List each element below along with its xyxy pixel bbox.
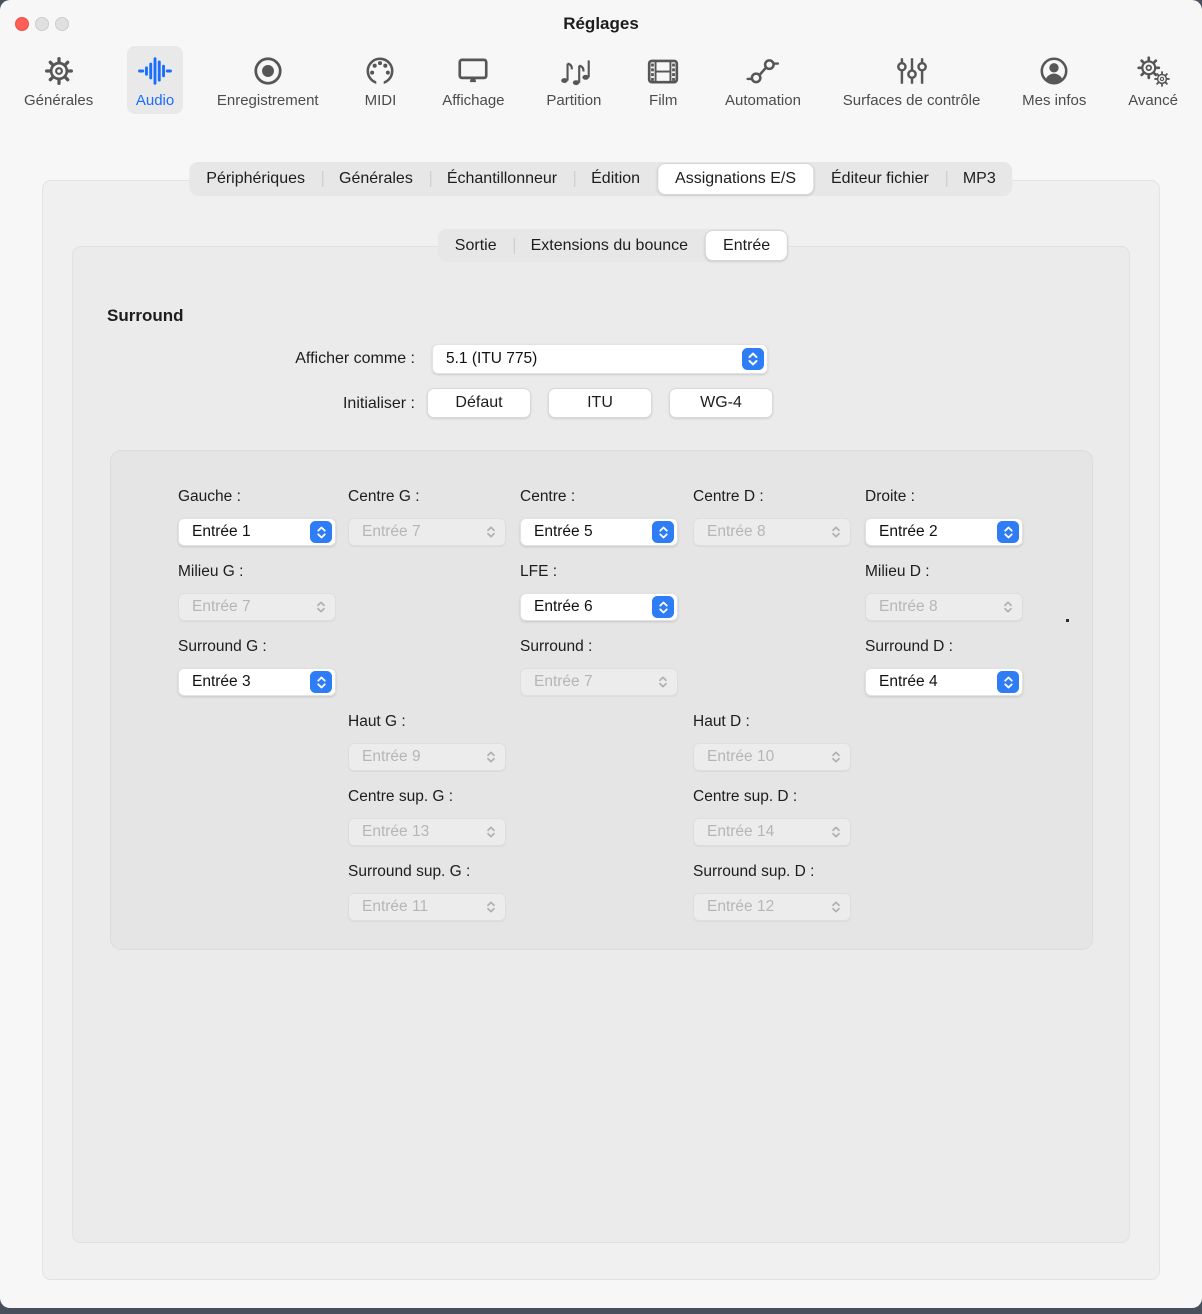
display-as-select[interactable] — [432, 344, 768, 374]
toolbar-item-partition[interactable] — [538, 46, 609, 114]
audio-tabs — [189, 162, 1012, 196]
subtab-sortie[interactable]: Sortie — [454, 236, 497, 254]
channel-select-centre-sup-d — [693, 818, 851, 846]
tab-g-n-rales[interactable]: Générales — [322, 162, 430, 196]
channel-select-value: Entrée 7 — [534, 673, 593, 690]
channel-select-value: Entrée 8 — [879, 598, 938, 615]
channel-select-surround-d[interactable] — [865, 668, 1023, 696]
chevron-up-down-icon — [652, 521, 674, 543]
display-as-value: 5.1 (ITU 775) — [446, 350, 538, 367]
channel-select-value: Entrée 9 — [362, 748, 421, 765]
channel-select-value: Entrée 2 — [879, 523, 938, 540]
channel-label-haut-d: Haut D : — [693, 713, 750, 730]
initialize-label: Initialiser : — [342, 395, 415, 412]
toolbar-item-audio[interactable] — [127, 46, 183, 114]
channel-select-value: Entrée 12 — [707, 898, 775, 915]
channel-select-centre-g — [348, 518, 506, 546]
channel-select-surround — [520, 668, 678, 696]
toolbar-item-affichage[interactable] — [434, 46, 512, 114]
toolbar-item-automation[interactable] — [717, 46, 809, 114]
toolbar-item-midi[interactable] — [352, 46, 408, 114]
channel-select-value: Entrée 10 — [707, 748, 775, 765]
person-icon — [1034, 53, 1074, 89]
channel-select-milieu-d — [865, 593, 1023, 621]
midi-icon — [360, 53, 400, 89]
channel-label-centre-sup-g: Centre sup. G : — [348, 788, 454, 805]
music-notes-icon — [554, 53, 594, 89]
chevron-up-down-icon — [480, 521, 502, 543]
window-title: Réglages — [563, 14, 639, 33]
automation-icon — [743, 53, 783, 89]
channel-label-droite: Droite : — [865, 488, 915, 505]
channel-select-value: Entrée 7 — [192, 598, 251, 615]
tab-assignations-e-s[interactable]: Assignations E/S — [657, 163, 814, 195]
chevron-up-down-icon — [825, 746, 847, 768]
preferences-toolbar — [0, 46, 1202, 126]
tab--chantillonneur[interactable]: Échantillonneur — [430, 162, 574, 196]
channel-label-centre-d: Centre D : — [693, 488, 764, 505]
chevron-up-down-icon — [825, 521, 847, 543]
surround-heading: Surround — [107, 306, 184, 325]
channel-label-centre-sup-d: Centre sup. D : — [693, 788, 798, 805]
channel-label-surround-g: Surround G : — [178, 638, 267, 655]
itu-button[interactable]: ITU — [548, 388, 652, 418]
toolbar-item-enregistrement[interactable] — [209, 46, 327, 114]
channel-select-haut-g — [348, 743, 506, 771]
chevron-up-down-icon — [742, 348, 764, 370]
tab--diteur-fichier[interactable]: Éditeur fichier — [831, 170, 929, 187]
chevron-up-down-icon — [480, 896, 502, 918]
toolbar-item-mes-infos[interactable] — [1014, 46, 1094, 114]
chevron-up-down-icon — [825, 821, 847, 843]
tab-mp3[interactable]: MP3 — [946, 162, 1013, 196]
chevron-up-down-icon — [480, 746, 502, 768]
tab--dition[interactable]: Édition — [574, 162, 657, 196]
toolbar-item-film[interactable] — [635, 46, 691, 114]
toolbar-item-label: Partition — [546, 92, 602, 109]
toolbar-item-avanc-[interactable] — [1120, 46, 1186, 114]
chevron-up-down-icon — [652, 671, 674, 693]
title-bar — [0, 0, 1202, 48]
channel-select-milieu-g — [178, 593, 336, 621]
channel-label-centre-g: Centre G : — [348, 488, 420, 505]
toolbar-item-label: Surfaces de contrôle — [842, 92, 981, 109]
channel-select-haut-d — [693, 743, 851, 771]
subtab-entr-e[interactable]: Entrée — [705, 230, 788, 261]
toolbar-item-label: Générales — [24, 92, 94, 109]
channel-label-lfe: LFE : — [520, 563, 558, 580]
subtab-extensions-du-bounce[interactable]: Extensions du bounce — [514, 229, 705, 262]
channel-select-value: Entrée 14 — [707, 823, 775, 840]
stray-dot — [1066, 619, 1069, 622]
channel-select-value: Entrée 11 — [362, 898, 429, 915]
channel-select-lfe[interactable] — [520, 593, 678, 621]
channel-select-centre[interactable] — [520, 518, 678, 546]
film-icon — [643, 53, 683, 89]
io-assignment-subtabs — [438, 229, 788, 262]
channel-select-value: Entrée 6 — [534, 598, 593, 615]
channel-select-centre-d — [693, 518, 851, 546]
chevron-up-down-icon — [310, 521, 332, 543]
channel-select-value: Entrée 7 — [362, 523, 421, 540]
toolbar-item-label: Automation — [725, 92, 801, 109]
chevron-up-down-icon — [997, 596, 1019, 618]
record-icon — [248, 53, 288, 89]
toolbar-item-label: MIDI — [364, 92, 397, 109]
channel-label-haut-g: Haut G : — [348, 713, 406, 730]
channel-label-surround-sup-d: Surround sup. D : — [693, 863, 815, 880]
channel-select-value: Entrée 1 — [192, 523, 251, 540]
tab-p-riph-riques[interactable]: Périphériques — [206, 170, 305, 187]
channel-select-centre-sup-g — [348, 818, 506, 846]
channel-select-surround-g[interactable] — [178, 668, 336, 696]
toolbar-item-surfaces-de-contr-le[interactable] — [835, 46, 989, 114]
channel-label-milieu-g: Milieu G : — [178, 563, 244, 580]
waveform-icon — [135, 53, 175, 89]
chevron-up-down-icon — [652, 596, 674, 618]
chevron-up-down-icon — [310, 596, 332, 618]
wg4-button[interactable]: WG-4 — [669, 388, 773, 418]
channel-select-surround-sup-g — [348, 893, 506, 921]
chevron-up-down-icon — [480, 821, 502, 843]
chevron-up-down-icon — [825, 896, 847, 918]
toolbar-item-g-n-rales[interactable] — [16, 46, 101, 114]
toolbar-item-label: Audio — [135, 92, 175, 109]
toolbar-item-label: Avancé — [1128, 92, 1178, 109]
channel-label-centre: Centre : — [520, 488, 576, 505]
channel-select-value: Entrée 8 — [707, 523, 766, 540]
gear-icon — [39, 53, 79, 89]
channel-select-gauche[interactable] — [178, 518, 336, 546]
display-as-label: Afficher comme : — [295, 350, 415, 367]
channel-label-surround-sup-g: Surround sup. G : — [348, 863, 471, 880]
sliders-icon — [892, 53, 932, 89]
gears-icon — [1133, 53, 1173, 89]
toolbar-item-label: Film — [649, 92, 678, 109]
channel-label-milieu-d: Milieu D : — [865, 563, 930, 580]
chevron-up-down-icon — [997, 671, 1019, 693]
chevron-up-down-icon — [310, 671, 332, 693]
channel-select-surround-sup-d — [693, 893, 851, 921]
toolbar-item-label: Mes infos — [1022, 92, 1087, 109]
display-icon — [453, 53, 493, 89]
channel-select-droite[interactable] — [865, 518, 1023, 546]
channel-select-value: Entrée 5 — [534, 523, 593, 540]
default-button[interactable]: Défaut — [427, 388, 531, 418]
channel-select-value: Entrée 4 — [879, 673, 938, 690]
channel-label-surround-d: Surround D : — [865, 638, 953, 655]
toolbar-item-label: Affichage — [442, 92, 505, 109]
channel-select-value: Entrée 13 — [362, 823, 430, 840]
channel-select-value: Entrée 3 — [192, 673, 251, 690]
channel-label-gauche: Gauche : — [178, 488, 241, 505]
channel-label-surround: Surround : — [520, 638, 593, 655]
toolbar-item-label: Enregistrement — [216, 92, 319, 109]
chevron-up-down-icon — [997, 521, 1019, 543]
